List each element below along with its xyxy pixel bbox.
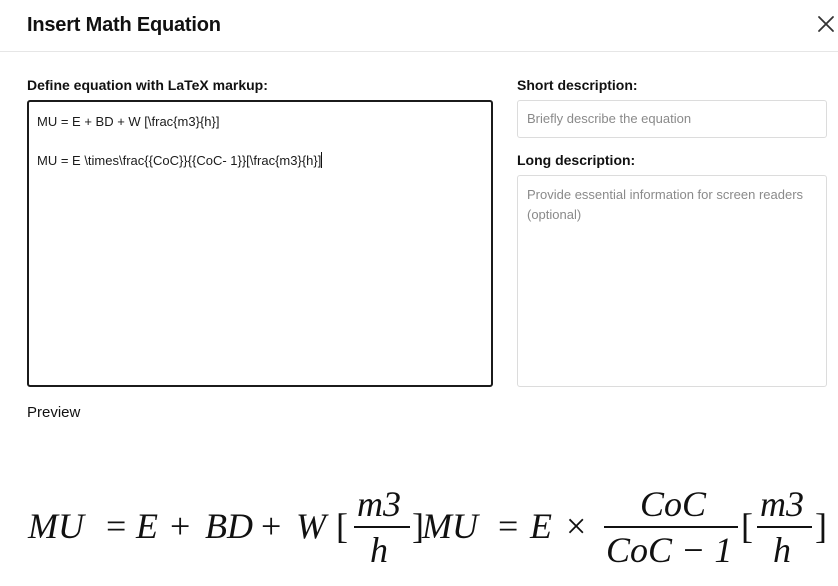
frac3-numerator: m3 (760, 484, 804, 524)
eq2-times: × (566, 506, 587, 546)
eq1-equals: = (106, 506, 127, 546)
eq1-lhs: MU (28, 506, 84, 546)
eq2-equals: = (498, 506, 519, 546)
equation-preview (20, 480, 838, 580)
frac2-numerator: CoC (640, 484, 707, 524)
latex-line-2-text: MU = E \times\frac{{CoC}}{{CoC- 1}}[\frac{m3}{h}] (37, 153, 322, 168)
eq2-bracket-close: ] (815, 506, 827, 546)
long-description-label: Long description: (517, 152, 636, 168)
frac2-denominator: CoC − 1 (606, 530, 733, 570)
eq1-term-w: W (296, 506, 326, 546)
close-button[interactable] (812, 10, 838, 36)
short-description-input[interactable] (517, 100, 827, 138)
dialog-header (0, 0, 838, 52)
latex-label: Define equation with LaTeX markup: (27, 77, 268, 93)
eq2-bracket-open: [ (741, 506, 753, 546)
eq2-term-e: E (530, 506, 552, 546)
frac3-denominator: h (773, 530, 791, 570)
frac1-numerator: m3 (357, 484, 401, 524)
eq1-bracket-open: [ (336, 506, 348, 546)
eq1-bracket-close: ] (412, 506, 424, 546)
long-description-placeholder: Provide essential information for screen readers (optional) (527, 187, 804, 222)
eq1-plus-1: + (170, 506, 191, 546)
latex-line-2 (37, 151, 483, 170)
eq1-plus-2: + (261, 506, 282, 546)
text-caret (321, 152, 322, 168)
dialog-title: Insert Math Equation (27, 14, 221, 36)
long-description-input[interactable] (517, 175, 827, 387)
eq1-term-e: E (136, 506, 158, 546)
short-description-placeholder: Briefly describe the equation (527, 111, 692, 126)
latex-editor[interactable] (27, 100, 493, 387)
eq2-lhs: MU (422, 506, 478, 546)
frac1-denominator: h (370, 530, 388, 570)
short-description-label: Short description: (517, 77, 638, 93)
close-icon (812, 10, 838, 36)
preview-label: Preview (27, 404, 81, 421)
latex-line-1: MU = E + BD + W [\frac{m3}{h}] (37, 114, 220, 129)
eq1-term-bd: BD (205, 506, 253, 546)
